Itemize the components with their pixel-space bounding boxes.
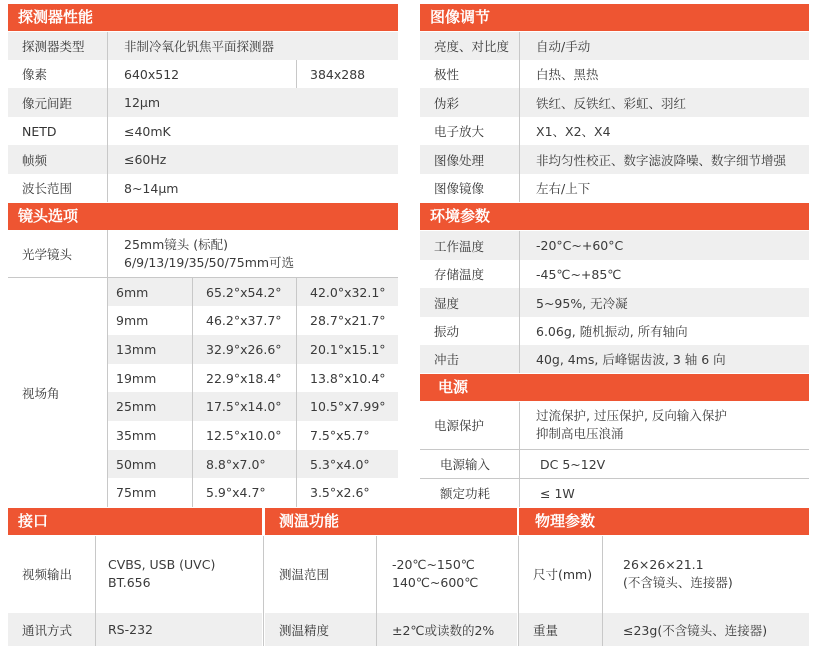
detector-row-netd	[8, 117, 398, 145]
image-col-divider	[519, 32, 520, 202]
fov-focal: 9mm	[116, 313, 149, 328]
row-value: 6.06g, 随机振动, 所有轴向	[536, 324, 688, 339]
env-row	[420, 231, 809, 260]
row-value: ≤23g(不含镜头、连接器)	[623, 622, 768, 638]
row-label: 帧频	[22, 152, 48, 168]
fov-b: 3.5°x2.6°	[310, 485, 370, 500]
row-value: 12μm	[124, 95, 161, 110]
temp-title: 测温功能	[279, 512, 340, 530]
optical-line-1: 25mm镜头 (标配)	[124, 236, 228, 252]
fov-row	[108, 364, 398, 392]
protect-line-1: 过流保护, 过压保护, 反向输入保护	[536, 408, 727, 423]
fov-a: 22.9°x18.4°	[206, 370, 282, 386]
image-row	[420, 145, 809, 174]
row-label: 振动	[434, 324, 460, 339]
temp-row-range	[265, 536, 517, 612]
range-value	[392, 536, 478, 612]
lens-title: 镜头选项	[18, 207, 79, 225]
detector-row-framerate	[8, 145, 398, 174]
fov-row	[108, 306, 398, 335]
row-label: 尺寸(mm)	[533, 567, 593, 582]
fov-b: 5.3°x4.0°	[310, 456, 370, 472]
row-label: 伪彩	[434, 95, 460, 111]
video-line-1: CVBS, USB (UVC)	[108, 557, 216, 572]
row-value: ≤ 1W	[540, 485, 575, 501]
row-value: 铁红、反铁红、彩虹、羽红	[536, 95, 687, 111]
row-value: 5~95%, 无冷凝	[536, 295, 628, 311]
row-value: ±2℃或读数的2%	[392, 622, 495, 638]
fov-focal: 6mm	[116, 284, 149, 300]
protect-line-2: 抑制高电压浪涌	[536, 426, 624, 441]
row-label: 重量	[533, 622, 559, 638]
row-value: -20°C~+60°C	[536, 238, 624, 253]
row-label: 亮度、对比度	[434, 39, 510, 54]
row-value: X1、X2、X4	[536, 124, 611, 139]
row-label: 极性	[434, 67, 460, 82]
video-line-2: BT.656	[108, 575, 151, 590]
fov-b: 20.1°x15.1°	[310, 342, 386, 357]
fov-row	[108, 478, 398, 507]
power-col-divider	[519, 402, 520, 507]
row-label: 视频输出	[22, 567, 73, 582]
row-label: 存储温度	[434, 267, 485, 282]
image-row	[420, 60, 809, 88]
fov-row	[108, 450, 398, 478]
fov-a: 8.8°x7.0°	[206, 456, 266, 472]
fov-focal: 75mm	[116, 485, 157, 500]
fov-row	[108, 335, 398, 364]
env-row	[420, 260, 809, 288]
row-label: 图像镜像	[434, 181, 485, 196]
fov-a: 12.5°x10.0°	[206, 428, 282, 443]
fov-label: 视场角	[22, 385, 60, 401]
iface-header	[8, 508, 262, 535]
row-label: 探测器类型	[22, 39, 85, 54]
image-row	[420, 117, 809, 145]
detector-row-pixels	[8, 60, 398, 88]
image-title: 图像调节	[430, 8, 491, 26]
fov-a: 46.2°x37.7°	[206, 313, 282, 328]
lens-row-optical	[8, 230, 398, 277]
size-line-1: 26×26×21.1	[623, 557, 704, 572]
detector-row-wavelength	[8, 174, 398, 202]
optical-value	[124, 230, 294, 277]
lens-header	[8, 203, 398, 230]
iface-row-video	[8, 536, 262, 612]
fov-focal: 25mm	[116, 399, 157, 414]
row-label: 波长范围	[22, 181, 73, 196]
env-row	[420, 317, 809, 345]
row-value: 白热、黑热	[536, 67, 599, 82]
detector-row-pitch	[8, 88, 398, 117]
row-label: 图像处理	[434, 152, 485, 168]
row-value: DC 5~12V	[540, 456, 606, 472]
fov-row	[108, 278, 398, 306]
env-row	[420, 345, 809, 373]
row-label: 测温范围	[279, 567, 330, 582]
row-label: 额定功耗	[440, 486, 491, 501]
phys-row-size	[519, 536, 809, 612]
iface-col-divider	[95, 536, 96, 646]
row-value: 非均匀性校正、数字滤波降噪、数字细节增强	[536, 152, 787, 168]
range-line-2: 140℃~600℃	[392, 575, 479, 590]
env-row	[420, 288, 809, 317]
phys-col-divider	[602, 536, 603, 646]
detector-header	[8, 4, 398, 31]
video-value	[108, 536, 215, 612]
fov-b: 28.7°x21.7°	[310, 313, 386, 328]
image-header	[420, 4, 809, 31]
row-label: 电源保护	[434, 418, 485, 433]
power-row-protect	[420, 402, 809, 448]
lens-col-divider	[107, 230, 108, 507]
row-value: 640x512	[124, 66, 180, 82]
size-line-2: (不含镜头、连接器)	[623, 575, 733, 590]
fov-row	[108, 421, 398, 450]
fov-col-divider-2	[296, 278, 297, 507]
temp-header	[265, 508, 517, 535]
temp-row-accuracy	[265, 613, 517, 646]
fov-b: 13.8°x10.4°	[310, 370, 386, 386]
env-col-divider	[519, 231, 520, 373]
iface-title: 接口	[18, 512, 49, 530]
row-value: 自动/手动	[536, 39, 591, 54]
row-value: 左右/上下	[536, 181, 591, 196]
power-row-input	[420, 450, 809, 478]
temp-left-border	[263, 536, 264, 646]
fov-a: 65.2°x54.2°	[206, 284, 282, 300]
image-row	[420, 32, 809, 60]
phys-row-weight	[519, 613, 809, 646]
row-value: -45℃~+85℃	[536, 266, 622, 282]
detector-col-divider	[107, 32, 108, 202]
row-label: 测温精度	[279, 622, 330, 638]
row-label: 工作温度	[434, 238, 485, 254]
env-title: 环境参数	[430, 207, 491, 225]
row-label: 光学镜头	[22, 246, 73, 262]
phys-left-border	[518, 536, 519, 646]
phys-title: 物理参数	[535, 512, 596, 530]
detector-title: 探测器性能	[18, 8, 94, 26]
row-label: 电源输入	[440, 457, 491, 472]
image-row	[420, 88, 809, 117]
detector-row-type	[8, 32, 398, 60]
fov-b: 7.5°x5.7°	[310, 428, 370, 443]
row-value: ≤60Hz	[124, 152, 167, 167]
range-line-1: -20℃~150℃	[392, 557, 475, 572]
fov-a: 17.5°x14.0°	[206, 399, 282, 414]
fov-row	[108, 392, 398, 421]
fov-a: 5.9°x4.7°	[206, 485, 266, 500]
env-header	[420, 203, 809, 230]
fov-focal: 19mm	[116, 370, 157, 386]
row-value: 非制冷氧化钒焦平面探测器	[124, 39, 275, 54]
row-label: 冲击	[434, 352, 460, 367]
row-label: 像元间距	[22, 95, 73, 111]
row-value: 40g, 4ms, 后峰锯齿波, 3 轴 6 向	[536, 352, 726, 367]
row-label: 电子放大	[434, 124, 485, 139]
fov-b: 42.0°x32.1°	[310, 284, 386, 300]
power-header	[420, 374, 809, 401]
power-row-consume	[420, 479, 809, 507]
fov-focal: 13mm	[116, 342, 157, 357]
fov-col-divider-1	[192, 278, 193, 507]
size-value	[623, 536, 733, 612]
power-title: 电源	[438, 378, 469, 396]
row-label: 像素	[22, 67, 48, 82]
row-value: ≤40mK	[124, 123, 171, 139]
row-label: NETD	[22, 123, 57, 139]
row-value: RS-232	[108, 622, 153, 637]
image-row	[420, 174, 809, 202]
iface-row-comm	[8, 613, 262, 646]
phys-header	[519, 508, 809, 535]
pixel-col-divider	[296, 60, 297, 88]
row-value: 8~14μm	[124, 180, 179, 196]
optical-line-2: 6/9/13/19/35/50/75mm可选	[124, 254, 295, 270]
fov-a: 32.9°x26.6°	[206, 342, 282, 357]
row-label: 通讯方式	[22, 622, 73, 638]
fov-focal: 35mm	[116, 428, 157, 443]
temp-col-divider	[376, 536, 377, 646]
fov-b: 10.5°x7.99°	[310, 399, 386, 414]
fov-focal: 50mm	[116, 456, 157, 472]
row-label: 湿度	[434, 295, 460, 311]
row-value-2: 384x288	[310, 66, 366, 82]
protect-value	[536, 402, 727, 448]
